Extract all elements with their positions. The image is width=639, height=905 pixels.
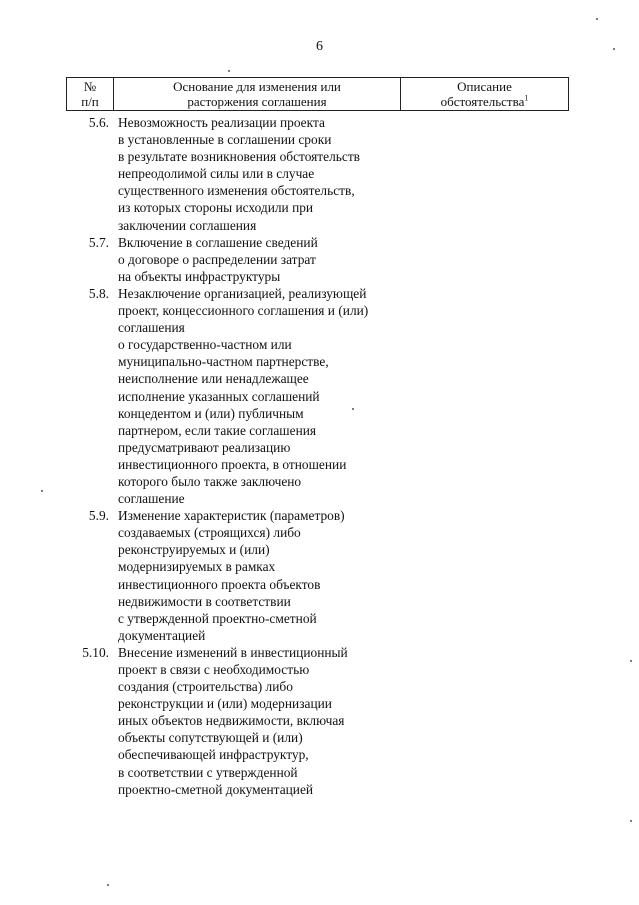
row-number: 5.7. xyxy=(88,234,109,250)
header-description-line xyxy=(441,94,529,109)
scan-speck xyxy=(107,884,109,886)
row-text xyxy=(109,114,360,234)
row-text-line: с утвержденной проектно-сметной xyxy=(118,610,317,626)
row-text-line: Внесение изменений в инвестиционный xyxy=(118,644,348,660)
footnote-marker: 1 xyxy=(524,93,529,103)
row-text-line: соглашения xyxy=(118,320,185,336)
header-description-cell xyxy=(401,78,568,110)
header-number-line: № xyxy=(83,79,97,94)
scan-speck xyxy=(228,70,230,72)
row-text-line: объекты сопутствующей и (или) xyxy=(118,730,303,746)
scan-speck xyxy=(630,820,632,822)
row-text-line: исполнение указанных соглашений xyxy=(118,388,320,404)
row-text-line: реконструкции и (или) модернизации xyxy=(118,696,332,712)
row-text-line: проект, концессионного соглашения и (или) xyxy=(118,303,369,319)
header-number-line: п/п xyxy=(81,94,99,109)
row-text xyxy=(109,507,345,644)
row-text-line: о договоре о распределении затрат xyxy=(118,251,316,267)
scan-speck xyxy=(630,660,632,662)
row-text-line: инвестиционного проекта, в отношении xyxy=(118,456,347,472)
row-text-line: документацией xyxy=(118,627,206,643)
row-text-line: на объекты инфраструктуры xyxy=(118,268,281,284)
scan-speck xyxy=(41,490,43,492)
header-description-text: обстоятельства xyxy=(440,94,525,109)
header-description-line: Описание xyxy=(457,79,512,94)
row-text-line: недвижимости в соответствии xyxy=(118,593,291,609)
table-row xyxy=(66,234,466,285)
row-text-line: Включение в соглашение сведений xyxy=(118,234,318,250)
table-row xyxy=(66,644,466,798)
row-text-line: предусматривают реализацию xyxy=(118,439,291,455)
header-basis-cell xyxy=(114,78,401,110)
row-text-line: в установленные в соглашении сроки xyxy=(118,132,332,148)
header-basis-line: расторжения соглашения xyxy=(187,94,327,109)
row-text-line: неисполнение или ненадлежащее xyxy=(118,371,309,387)
header-basis-line: Основание для изменения или xyxy=(173,79,341,94)
row-text-line: заключении соглашения xyxy=(118,217,257,233)
row-number: 5.10. xyxy=(82,644,109,660)
row-text xyxy=(109,234,318,285)
row-text-line: иных объектов недвижимости, включая xyxy=(118,713,345,729)
table-body xyxy=(66,114,466,798)
row-text-line: непреодолимой силы или в случае xyxy=(118,166,315,182)
row-text xyxy=(109,285,368,507)
row-number: 5.9. xyxy=(88,508,109,524)
row-text-line: партнером, если такие соглашения xyxy=(118,422,317,438)
row-text-line: реконструируемых и (или) xyxy=(118,542,270,558)
scan-speck xyxy=(613,48,615,50)
row-text-line: инвестиционного проекта объектов xyxy=(118,576,321,592)
row-text-line: соглашение xyxy=(118,491,185,507)
scan-speck xyxy=(596,18,598,20)
row-number: 5.8. xyxy=(88,285,109,301)
page-number: 6 xyxy=(316,39,323,54)
table-row xyxy=(66,285,466,507)
row-text-line: муниципально-частном партнерстве, xyxy=(118,354,329,370)
row-text-line: создаваемых (строящихся) либо xyxy=(118,525,301,541)
row-text-line: модернизируемых в рамках xyxy=(118,559,276,575)
table-header xyxy=(66,77,569,111)
scan-speck xyxy=(352,408,354,410)
row-text-line: из которых стороны исходили при xyxy=(118,200,314,216)
row-text-line: в соответствии с утвержденной xyxy=(118,764,298,780)
row-text-line: обеспечивающей инфраструктур, xyxy=(118,747,309,763)
row-text-line: существенного изменения обстоятельств, xyxy=(118,183,355,199)
row-text-line: Изменение характеристик (параметров) xyxy=(118,508,345,524)
row-text-line: Незаключение организацией, реализующей xyxy=(118,285,367,301)
row-text-line: проект в связи с необходимостью xyxy=(118,662,310,677)
row-text-line: о государственно-частном или xyxy=(118,337,292,353)
row-text-line: концедентом и (или) публичным xyxy=(118,405,304,421)
row-text-line: в результате возникновения обстоятельств xyxy=(118,149,360,165)
row-text-line: создания (строительства) либо xyxy=(118,679,293,695)
header-number-cell xyxy=(67,78,114,110)
table-row xyxy=(66,114,466,234)
row-text-line: которого было также заключено xyxy=(118,473,302,489)
row-text xyxy=(109,644,348,798)
row-number: 5.6. xyxy=(88,115,109,130)
table-row xyxy=(66,507,466,644)
row-text-line: Невозможность реализации проекта xyxy=(118,115,325,130)
row-text-line: проектно-сметной документацией xyxy=(118,781,314,797)
